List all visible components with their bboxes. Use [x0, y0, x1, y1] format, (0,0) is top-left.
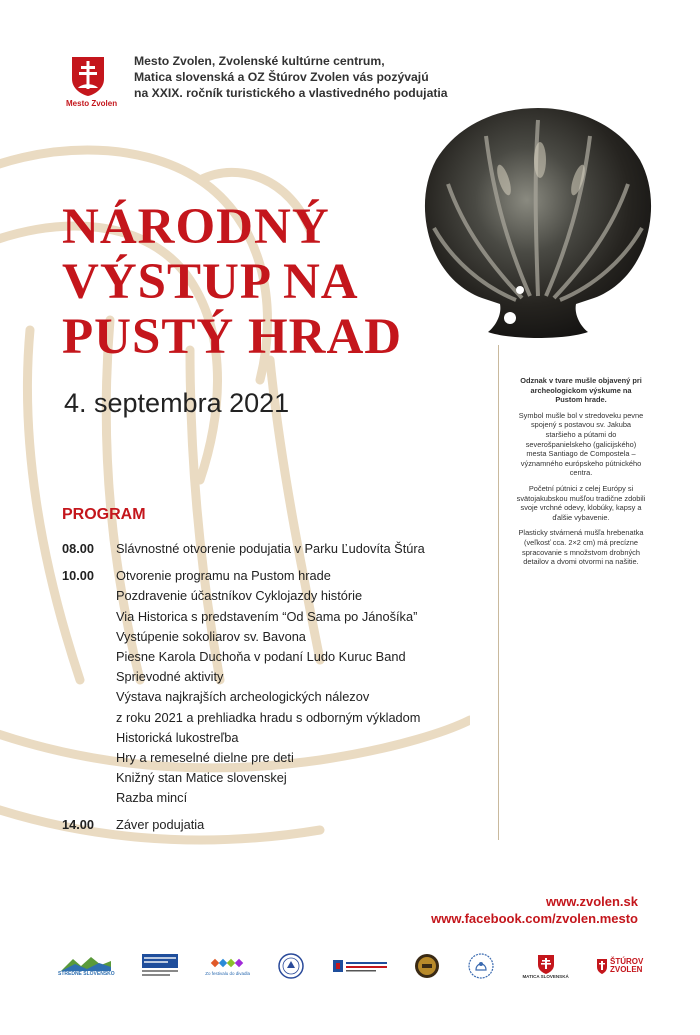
round-emblem-icon [467, 952, 495, 980]
schedule-row [62, 815, 482, 835]
double-cross-shield-icon [70, 55, 106, 97]
poster-title [62, 200, 402, 365]
intro-line: na XXIX. ročník turistického a vlastivedného podujatia [134, 86, 448, 100]
matica-crest-icon [537, 954, 555, 974]
schedule-item: Knižný stan Matice slovenskej [116, 770, 287, 786]
caption-paragraph: Symbol mušle bol v stredoveku pevne spojený s postavou sv. Jakuba staršieho a pútami do severošpanielskeho (galicijského) mesta Santiago de Compostela – významného európskeho pútnického centra. [518, 410, 644, 478]
partner-festival [205, 948, 250, 984]
program-schedule [62, 539, 482, 835]
schedule-row [62, 566, 482, 808]
partner-seal [277, 948, 305, 984]
partner-label: MATICA SLOVENSKÁ [522, 973, 569, 979]
column-divider [498, 345, 499, 840]
city-logo [66, 55, 118, 108]
partner-brewery [414, 948, 440, 984]
schedule-time: 08.00 [62, 541, 95, 556]
title-line: VÝSTUP NA [62, 254, 359, 310]
schedule-item: Sprievodné aktivity [116, 669, 224, 685]
partner-label: STREDNÉ SLOVENSKO [58, 971, 115, 977]
schedule-items [116, 815, 204, 835]
shell-badge-image [418, 100, 658, 350]
intro-line: Mesto Zvolen, Zvolenské kultúrne centrum, [134, 54, 385, 68]
sturov-crest-icon [596, 958, 608, 974]
blue-banner-icon [142, 954, 178, 978]
schedule-item: Otvorenie programu na Pustom hrade [116, 568, 331, 584]
round-seal-icon [277, 952, 305, 980]
schedule-row [62, 539, 482, 559]
caption-lead: Odznak v tvare mušle objavený pri archeologickom výskume na Pustom hrade. [520, 376, 642, 405]
schedule-item: Záver podujatia [116, 816, 205, 832]
caption-paragraph: Plasticky stvárnená mušľa hrebenatka (veľkosť cca. 2×2 cm) má precízne spracovanie s množstvom drobných detailov a dvomi otvormi na našitie. [518, 528, 644, 567]
schedule-item: Historická lukostreľba [116, 729, 239, 745]
website-link[interactable]: www.zvolen.sk [546, 894, 638, 909]
intro-text [134, 53, 494, 101]
schedule-item: z roku 2021 a prehliadka hradu s odborným výkladom [116, 709, 421, 725]
regional-crest-icon [333, 959, 387, 973]
diamonds-icon [210, 957, 246, 971]
partner-sturov [596, 948, 644, 984]
program-heading: PROGRAM [62, 506, 146, 523]
logo-label: Mesto Zvolen [66, 99, 118, 108]
brewery-badge-icon [414, 953, 440, 979]
partner-label: Zo festivalu do divadla [205, 970, 251, 976]
event-date: 4. septembra 2021 [64, 388, 290, 418]
schedule-item: Pozdravenie účastníkov Cyklojazdy histórie [116, 588, 363, 604]
schedule-item: Piesne Karola Duchoňa v podaní Ludo Kuruc Band [116, 649, 406, 665]
schedule-item: Razba mincí [116, 790, 188, 806]
intro-line: Matica slovenská a OZ Štúrov Zvolen vás pozývajú [134, 70, 429, 84]
partner-stredne-slovensko [58, 948, 115, 984]
partner-emblem [467, 948, 495, 984]
caption-paragraph: Početní pútnici z celej Európy si svätojakubskou mušľou tradične zdobili svoje vrchné odevy, klobúky, kapsy a ďalšie vybavenie. [516, 483, 646, 522]
schedule-time: 14.00 [62, 816, 95, 832]
schedule-items [116, 566, 420, 808]
image-caption [516, 376, 646, 573]
schedule-item: Via Historica s predstavením “Od Sama po Jánošíka” [116, 608, 418, 624]
schedule-item: Vystúpenie sokoliarov sv. Bavona [116, 628, 306, 644]
schedule-item: Hry a remeselné dielne pre deti [116, 750, 294, 766]
mountains-icon [61, 955, 111, 971]
web-links [431, 893, 638, 927]
schedule-item: Výstava najkrajších archeologických nálezov [116, 689, 370, 705]
title-line: NÁRODNÝ [62, 199, 330, 255]
schedule-time: 10.00 [62, 568, 95, 584]
schedule-items [116, 539, 425, 559]
partner-regional [333, 948, 387, 984]
partner-logos [58, 946, 644, 986]
facebook-link[interactable]: www.facebook.com/zvolen.mesto [431, 911, 638, 926]
partner-matica [522, 948, 568, 984]
partner-label: ŠTÚROV ZVOLEN [609, 957, 644, 974]
partner-banner [142, 948, 178, 984]
schedule-item: Slávnostné otvorenie podujatia v Parku Ľudovíta Štúra [116, 541, 425, 556]
title-line: PUSTÝ HRAD [62, 309, 403, 365]
